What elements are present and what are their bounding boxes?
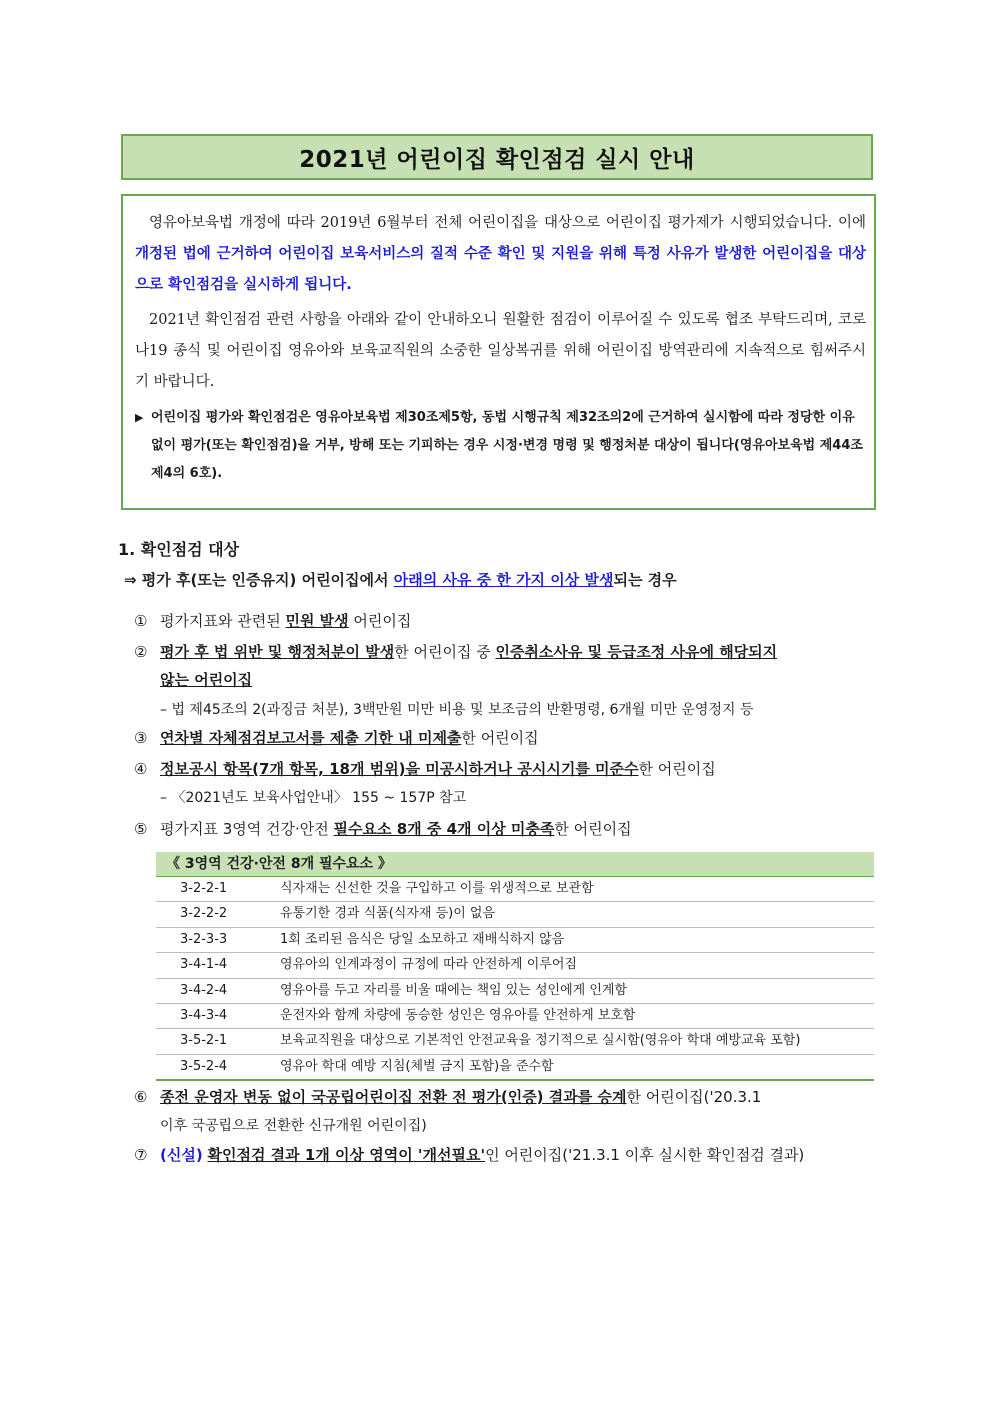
table-row <box>156 1029 874 1054</box>
item-text: 어린이집 <box>348 612 412 630</box>
item-emphasis: 종전 운영자 변동 없이 국공립어린이집 전환 전 평가(인증) 결과를 승계 <box>160 1088 627 1106</box>
list-item-5 <box>134 815 884 843</box>
row-desc: 운전자와 함께 차량에 동승한 성인은 영유아를 안전하게 보호함 <box>280 1007 636 1023</box>
section-heading: 1. 확인점검 대상 <box>118 540 240 559</box>
table-header: 《 3영역 건강·안전 8개 필수요소 》 <box>156 852 874 877</box>
item-text: 한 어린이집 <box>554 820 632 838</box>
page-title: 2021년 어린이집 확인점검 실시 안내 <box>299 146 695 173</box>
row-code: 3-4-2-4 <box>180 982 228 998</box>
item-number: ⑦ <box>134 1146 148 1164</box>
list-item-4 <box>134 755 884 783</box>
item-number: ② <box>134 643 148 661</box>
subheading-prefix: ⇒ 평가 후(또는 인증유지) 어린이집에서 <box>124 571 394 589</box>
list-item-6 <box>134 1083 884 1111</box>
subheading-suffix: 되는 경우 <box>613 571 677 589</box>
item-emphasis: 민원 발생 <box>285 612 349 630</box>
legal-notice <box>135 404 866 488</box>
item-emphasis: 인증취소사유 및 등급조정 사유에 해당되지 <box>495 643 778 661</box>
item-number: ⑤ <box>134 820 148 838</box>
row-code: 3-2-2-1 <box>180 881 228 896</box>
row-desc: 영유아 학대 예방 지침(체벌 금지 포함)을 준수함 <box>280 1058 554 1074</box>
item-emphasis: 필수요소 8개 중 4개 이상 미충족 <box>333 820 555 838</box>
item-emphasis: 않는 어린이집 <box>160 671 253 689</box>
item-number: ④ <box>134 760 148 778</box>
list-item-4-note: – 〈2021년도 보육사업안내〉 155 ~ 157P 참고 <box>160 790 467 806</box>
item-emphasis: 평가 후 법 위반 및 행정처분이 발생 <box>160 643 395 661</box>
list-item-2-continuation <box>160 666 252 694</box>
item-emphasis: 연차별 자체점검보고서를 제출 기한 내 미제출 <box>160 729 462 747</box>
table-row <box>156 979 874 1004</box>
row-desc: 유통기한 경과 식품(식자재 등)이 없음 <box>280 906 496 922</box>
list-item-6-continuation: 이후 국공립으로 전환한 신규개원 어린이집) <box>160 1118 427 1134</box>
intro-box <box>121 194 876 510</box>
list-item-2-note: – 법 제45조의 2(과징금 처분), 3백만원 미만 비용 및 보조금의 반환명령, 6개월 미만 운영정지 등 <box>160 702 754 718</box>
legal-notice-text: 어린이집 평가와 확인점검은 영유아보육법 제30조제5항, 동법 시행규칙 제32조의2에 근거하여 실시함에 따라 정당한 이유 없이 평가(또는 확인점검)을 거부, 방해 또는 기피하는 경우 시정·변경 명령 및 행정처분 대상이 됩니다(영유아보육법 제44조제4의 6호). <box>151 410 863 481</box>
item-emphasis: 확인점검 결과 1개 이상 영역이 '개선필요' <box>207 1146 486 1164</box>
row-code: 3-4-3-4 <box>180 1007 228 1023</box>
table-row <box>156 877 874 902</box>
item-text: 한 어린이집 중 <box>394 643 496 661</box>
safety-elements-table <box>156 852 874 1081</box>
list-item-7 <box>134 1141 884 1169</box>
item-emphasis: 정보공시 항목(7개 항목, 18개 범위)을 미공시하거나 공시시기를 미준수 <box>160 760 639 778</box>
triangle-right-icon: ▶ <box>135 411 144 424</box>
table-row <box>156 1055 874 1081</box>
table-row <box>156 1004 874 1029</box>
table-row <box>156 953 874 978</box>
item-text: 한 어린이집 <box>638 760 716 778</box>
item-text: 평가지표와 관련된 <box>160 612 286 630</box>
row-code: 3-5-2-4 <box>180 1058 228 1074</box>
list-item-2 <box>134 638 884 666</box>
row-desc: 영유아를 두고 자리를 비울 때에는 책임 있는 성인에게 인계함 <box>280 982 628 998</box>
row-code: 3-4-1-4 <box>180 957 228 973</box>
subheading-highlight: 아래의 사유 중 한 가지 이상 발생 <box>393 571 614 589</box>
row-desc: 1회 조리된 음식은 당일 소모하고 재배식하지 않음 <box>280 931 565 947</box>
item-text: 평가지표 3영역 건강·안전 <box>160 820 334 838</box>
item-text: 한 어린이집('20.3.1 <box>626 1088 762 1106</box>
section-subheading <box>124 569 677 590</box>
intro-paragraph-1 <box>135 208 866 301</box>
row-desc: 식자재는 신선한 것을 구입하고 이를 위생적으로 보관함 <box>280 881 594 896</box>
item-number: ⑥ <box>134 1088 148 1106</box>
intro-p1-text: 영유아보육법 개정에 따라 2019년 6월부터 전체 어린이집을 대상으로 어린이집 평가제가 시행되었습니다. 이에 <box>149 215 866 231</box>
row-desc: 영유아의 인계과정이 규정에 따라 안전하게 이루어짐 <box>280 957 577 973</box>
intro-p1-highlight: 개정된 법에 근거하여 어린이집 보육서비스의 질적 수준 확인 및 지원을 위해 특정 사유가 발생한 어린이집을 대상으로 확인점검을 실시하게 됩니다. <box>135 246 866 293</box>
row-code: 3-2-2-2 <box>180 906 228 922</box>
table-row <box>156 928 874 953</box>
table-row <box>156 902 874 927</box>
intro-paragraph-2: 2021년 확인점검 관련 사항을 아래와 같이 안내하오니 원활한 점검이 이루어질 수 있도록 협조 부탁드리며, 코로나19 종식 및 어린이집 영유아와 보육교직원의 소중한 일상복귀를 위해 어린이집 방역관리에 지속적으로 힘써주시기 바랍니다. <box>135 312 866 390</box>
list-item-1 <box>134 607 884 635</box>
title-banner <box>121 134 873 180</box>
item-text: 인 어린이집('21.3.1 이후 실시한 확인점검 결과) <box>485 1146 805 1164</box>
row-desc: 보육교직원을 대상으로 기본적인 안전교육을 정기적으로 실시함(영유아 학대 예방교육 포함) <box>280 1033 801 1049</box>
new-badge: (신설) <box>160 1146 203 1164</box>
item-number: ③ <box>134 729 148 747</box>
item-text: 한 어린이집 <box>461 729 539 747</box>
row-code: 3-5-2-1 <box>180 1033 228 1049</box>
list-item-3 <box>134 724 884 752</box>
item-number: ① <box>134 612 148 630</box>
row-code: 3-2-3-3 <box>180 931 228 947</box>
